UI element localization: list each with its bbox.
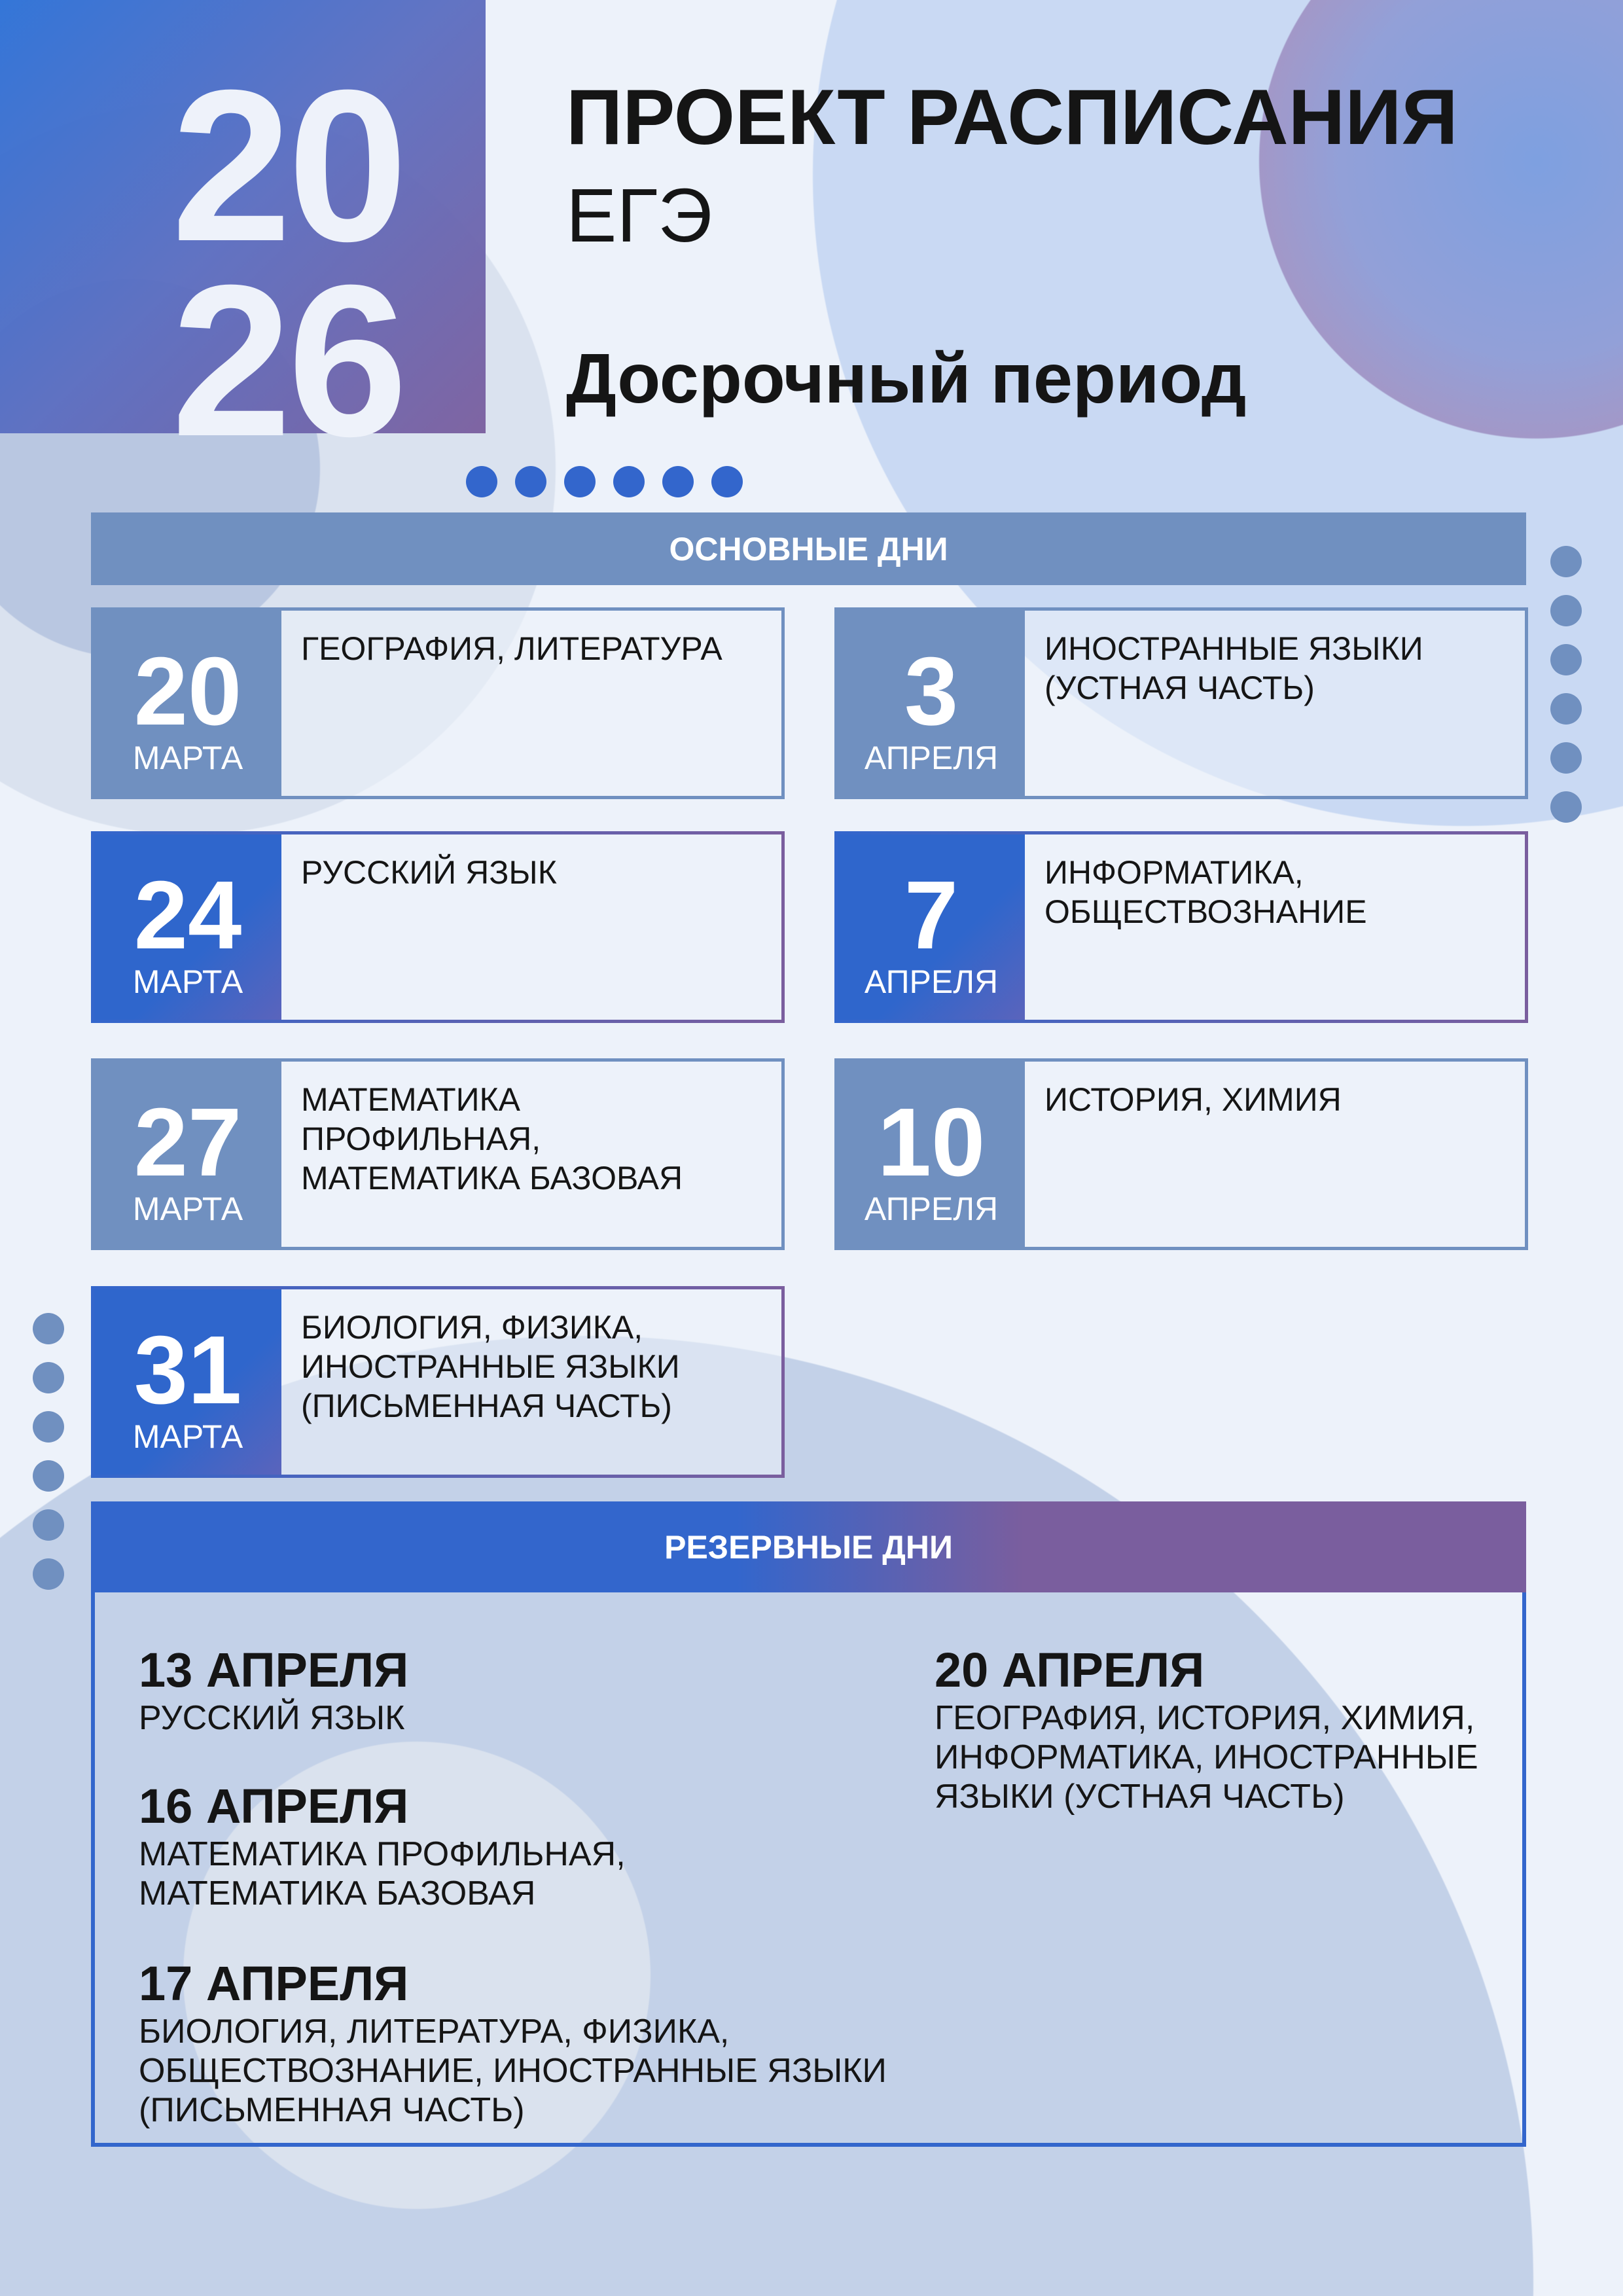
dot-icon xyxy=(711,466,743,497)
subjects-text: ИСТОРИЯ, ХИМИЯ xyxy=(1044,1081,1342,1118)
dot-icon xyxy=(1550,595,1582,626)
dot-icon xyxy=(1550,742,1582,774)
dot-icon xyxy=(466,466,497,497)
dot-icon xyxy=(33,1411,64,1443)
month-label: МАРТА xyxy=(132,1418,243,1455)
dot-icon xyxy=(1550,546,1582,577)
date-block xyxy=(94,611,281,796)
reserve-date: 16 АПРЕЛЯ xyxy=(139,1779,409,1833)
dot-icon xyxy=(662,466,694,497)
dot-icon xyxy=(33,1362,64,1393)
reserve-item xyxy=(139,1956,891,2130)
date-block xyxy=(838,1062,1025,1247)
day-card xyxy=(91,607,785,799)
day-card xyxy=(834,1058,1528,1250)
reserve-days-header: РЕЗЕРВНЫЕ ДНИ xyxy=(91,1501,1526,1592)
day-number: 7 xyxy=(904,861,959,969)
day-number: 24 xyxy=(134,861,242,969)
month-label: МАРТА xyxy=(132,740,243,776)
dot-icon xyxy=(33,1313,64,1344)
reserve-item xyxy=(935,1642,1497,1816)
reserve-date: 17 АПРЕЛЯ xyxy=(139,1956,409,2011)
subjects-text: ИНФОРМАТИКА, ОБЩЕСТВОЗНАНИЕ xyxy=(1044,854,1367,930)
dot-icon xyxy=(1550,791,1582,823)
day-number: 3 xyxy=(904,637,959,745)
subjects-text: РУССКИЙ ЯЗЫК xyxy=(301,854,557,891)
reserve-item xyxy=(139,1642,859,1738)
date-block xyxy=(838,611,1025,796)
period-title: Досрочный период xyxy=(566,338,1247,418)
year-line-2: 26 xyxy=(171,240,404,481)
month-label: МАРТА xyxy=(132,963,243,1000)
dot-icon xyxy=(613,466,645,497)
reserve-subjects: МАТЕМАТИКА ПРОФИЛЬНАЯ, МАТЕМАТИКА БАЗОВАЯ xyxy=(139,1835,626,1912)
dot-icon xyxy=(515,466,546,497)
subjects-text: МАТЕМАТИКА ПРОФИЛЬНАЯ, МАТЕМАТИКА БАЗОВАЯ xyxy=(301,1081,683,1196)
dot-icon xyxy=(1550,644,1582,675)
reserve-days-box xyxy=(91,1592,1526,2147)
page-title: ПРОЕКТ РАСПИСАНИЯ xyxy=(566,73,1458,161)
day-number: 10 xyxy=(877,1088,986,1196)
day-card xyxy=(834,607,1528,799)
day-card xyxy=(91,1058,785,1250)
day-card xyxy=(91,1286,785,1478)
dot-icon xyxy=(33,1509,64,1541)
day-card xyxy=(834,831,1528,1023)
reserve-date: 13 АПРЕЛЯ xyxy=(139,1643,409,1697)
main-days-header: ОСНОВНЫЕ ДНИ xyxy=(91,512,1526,585)
reserve-date: 20 АПРЕЛЯ xyxy=(935,1643,1205,1697)
day-number: 20 xyxy=(134,637,242,745)
date-block xyxy=(94,834,281,1020)
date-block xyxy=(94,1062,281,1247)
month-label: АПРЕЛЯ xyxy=(864,740,999,776)
month-label: АПРЕЛЯ xyxy=(864,1191,999,1227)
reserve-subjects: РУССКИЙ ЯЗЫК xyxy=(139,1699,405,1737)
year-line-1: 20 xyxy=(171,45,404,286)
subjects-text: ГЕОГРАФИЯ, ЛИТЕРАТУРА xyxy=(301,630,722,667)
dot-icon xyxy=(33,1558,64,1590)
day-card xyxy=(91,831,785,1023)
date-block xyxy=(94,1289,281,1475)
page-subtitle: ЕГЭ xyxy=(566,173,713,258)
reserve-item xyxy=(139,1778,675,1913)
subjects-text: БИОЛОГИЯ, ФИЗИКА, ИНОСТРАННЫЕ ЯЗЫКИ (ПИСЬМЕННАЯ ЧАСТЬ) xyxy=(301,1309,680,1424)
day-number: 31 xyxy=(134,1316,242,1424)
month-label: МАРТА xyxy=(132,1191,243,1227)
subjects-text: ИНОСТРАННЫЕ ЯЗЫКИ (УСТНАЯ ЧАСТЬ) xyxy=(1044,630,1423,706)
reserve-subjects: ГЕОГРАФИЯ, ИСТОРИЯ, ХИМИЯ, ИНФОРМАТИКА, ИНОСТРАННЫЕ ЯЗЫКИ (УСТНАЯ ЧАСТЬ) xyxy=(935,1699,1478,1816)
month-label: АПРЕЛЯ xyxy=(864,963,999,1000)
dot-icon xyxy=(564,466,596,497)
day-number: 27 xyxy=(134,1088,242,1196)
dot-icon xyxy=(33,1460,64,1492)
date-block xyxy=(838,834,1025,1020)
reserve-subjects: БИОЛОГИЯ, ЛИТЕРАТУРА, ФИЗИКА, ОБЩЕСТВОЗНАНИЕ, ИНОСТРАННЫЕ ЯЗЫКИ (ПИСЬМЕННАЯ ЧАСТЬ) xyxy=(139,2013,887,2129)
dot-icon xyxy=(1550,693,1582,725)
